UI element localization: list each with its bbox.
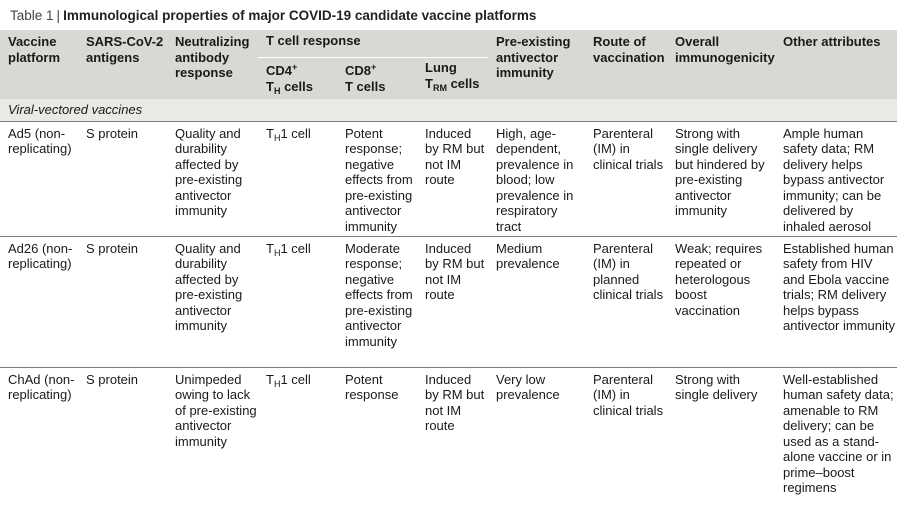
header-neutralizing: Neutralizing antibody response (167, 30, 258, 99)
cell-lung: Induced by RM but not IM route (417, 236, 488, 367)
cell-cd4 (258, 236, 337, 367)
header-lung (417, 58, 488, 100)
cell-overall: Strong with single delivery but hindered by pre-existing antivector immunity (667, 121, 775, 236)
header-lung-main: Lung (425, 60, 457, 75)
cell-neutralizing: Quality and durability affected by pre-existing antivector immunity (167, 236, 258, 367)
cell-preexisting: Very low prevalence (488, 367, 585, 516)
cell-other: Ample human safety data; RM delivery helps bypass antivector immunity; can be delivered by inhaled aerosol (775, 121, 897, 236)
cell-cd4 (258, 367, 337, 516)
cell-cd4-sub: H (273, 247, 281, 258)
cell-antigens: S protein (78, 367, 167, 516)
cell-preexisting: Medium prevalence (488, 236, 585, 367)
cell-antigens: S protein (78, 121, 167, 236)
table-label: Table 1 (10, 8, 54, 23)
cell-neutralizing: Unimpeded owing to lack of pre-existing antivector immunity (167, 367, 258, 516)
cell-route: Parenteral (IM) in planned clinical trials (585, 236, 667, 367)
caption-separator: | (56, 8, 61, 23)
cell-cd4-prefix: T (266, 125, 274, 141)
cell-other: Established human safety from HIV and Ebola vaccine trials; RM delivery helps bypass antivector immunity (775, 236, 897, 367)
cell-cd4-suffix: 1 cell (280, 371, 311, 387)
header-route: Route of vaccination (585, 30, 667, 99)
header-vaccine-platform: Vaccine platform (0, 30, 78, 99)
cell-preexisting: High, age-dependent, prevalence in blood; low prevalence in respiratory tract (488, 121, 585, 236)
vaccine-platforms-table (0, 30, 897, 516)
table-row (0, 236, 897, 367)
header-cd8-main: CD8 (345, 63, 372, 78)
cell-cd4-suffix: 1 cell (280, 240, 311, 256)
header-cd4-line2-suffix: cells (280, 78, 313, 94)
header-lung-line2-prefix: T (425, 75, 433, 91)
table-caption (0, 0, 897, 30)
header-cd4-line2-prefix: T (266, 78, 274, 94)
section-label: Viral-vectored vaccines (0, 99, 897, 121)
cell-cd8: Potent response; negative effects from pre-existing antivector immunity (337, 121, 417, 236)
cell-cd4-sub: H (273, 132, 281, 143)
header-tcell-response: T cell response (258, 30, 488, 58)
cell-platform: Ad5 (non-replicating) (0, 121, 78, 236)
cell-antigens: S protein (78, 236, 167, 367)
table-row (0, 121, 897, 236)
header-cd8-sup: + (371, 62, 377, 72)
table-row (0, 367, 897, 516)
cell-route: Parenteral (IM) in clinical trials (585, 367, 667, 516)
cell-cd8: Potent response (337, 367, 417, 516)
cell-lung: Induced by RM but not IM route (417, 367, 488, 516)
header-cd4 (258, 58, 337, 100)
header-overall: Overall immunogenicity (667, 30, 775, 99)
cell-cd4-suffix: 1 cell (280, 125, 311, 141)
cell-platform: Ad26 (non-replicating) (0, 236, 78, 367)
cell-platform: ChAd (non-replicating) (0, 367, 78, 516)
cell-cd8: Moderate response; negative effects from pre-existing antivector immunity (337, 236, 417, 367)
cell-overall: Weak; requires repeated or heterologous boost vaccination (667, 236, 775, 367)
header-cd4-main: CD4 (266, 63, 293, 78)
header-cd4-line2-sub: H (273, 85, 281, 96)
cell-cd4-prefix: T (266, 371, 274, 387)
section-row (0, 99, 897, 121)
cell-route: Parenteral (IM) in clinical trials (585, 121, 667, 236)
header-antigens: SARS-CoV-2 antigens (78, 30, 167, 99)
cell-lung: Induced by RM but not IM route (417, 121, 488, 236)
cell-cd4-prefix: T (266, 240, 274, 256)
cell-cd4 (258, 121, 337, 236)
header-preexisting: Pre-existing antivector immunity (488, 30, 585, 99)
cell-neutralizing: Quality and durability affected by pre-existing antivector immunity (167, 121, 258, 236)
cell-cd4-sub: H (273, 378, 281, 389)
header-cd4-sup: + (292, 62, 298, 72)
header-cd8-line2: T cells (345, 78, 386, 94)
cell-other: Well-established human safety data; amenable to RM delivery; can be used as a stand-alone vaccine or in prime–boost regimens (775, 367, 897, 516)
header-cd8 (337, 58, 417, 100)
table-title: Immunological properties of major COVID-19 candidate vaccine platforms (63, 8, 537, 23)
header-lung-line2-suffix: cells (446, 75, 480, 91)
header-other: Other attributes (775, 30, 897, 99)
header-lung-line2-sub: RM (432, 82, 447, 93)
cell-overall: Strong with single delivery (667, 367, 775, 516)
